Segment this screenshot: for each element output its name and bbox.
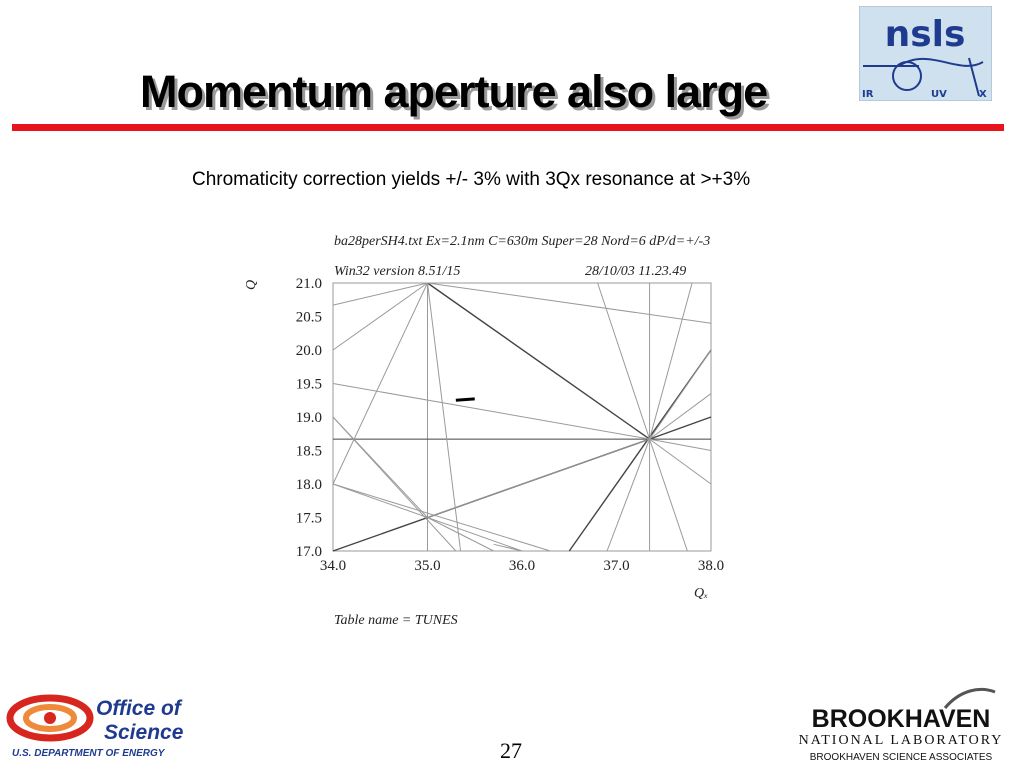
- x-tick-label: 34.0: [319, 558, 347, 574]
- resonance-line: [650, 439, 711, 450]
- y-tick-label: 19.5: [295, 376, 322, 393]
- nsls-x-label: X: [979, 89, 987, 100]
- office-logo-line1: Office of: [96, 697, 181, 720]
- x-tick-label: 37.0: [603, 558, 630, 574]
- x-tick-labels: [320, 558, 724, 574]
- slide-subtitle: Chromaticity correction yields +/- 3% with 3Qx resonance at >+3%: [192, 169, 751, 190]
- resonance-line: [333, 283, 428, 350]
- page-number: 27: [500, 738, 522, 763]
- office-logo-line2: Science: [104, 721, 184, 744]
- y-tick-label: 17.0: [295, 544, 322, 560]
- resonance-line: [333, 283, 428, 305]
- tune-track-mark: [456, 399, 475, 400]
- resonance-line: [333, 384, 650, 440]
- resonance-line: [428, 283, 461, 551]
- x-axis-label: Qₓ: [694, 586, 709, 601]
- resonance-line: [650, 417, 711, 439]
- x-tick-label: 36.0: [508, 558, 536, 574]
- resonance-line: [607, 439, 650, 551]
- resonance-line: [494, 544, 522, 551]
- y-tick-label: 17.5: [295, 510, 322, 527]
- resonance-line: [428, 518, 494, 552]
- office-of-science-logo: [6, 690, 216, 760]
- resonance-line: [598, 283, 650, 439]
- resonance-line: [650, 439, 711, 484]
- resonance-line: [333, 417, 456, 551]
- resonance-line: [650, 439, 688, 551]
- figure-header-line2-right: 28/10/03 11.23.49: [585, 264, 687, 279]
- resonance-line: [650, 283, 693, 439]
- brookhaven-name: BROOKHAVEN: [811, 705, 991, 733]
- x-tick-label: 35.0: [414, 558, 441, 574]
- figure-footer: Table name = TUNES: [334, 613, 458, 628]
- resonance-line: [428, 283, 712, 323]
- resonance-lines: [333, 283, 711, 551]
- y-axis-label: Q: [244, 279, 259, 290]
- resonance-line: [650, 350, 711, 439]
- brookhaven-assoc: BROOKHAVEN SCIENCE ASSOCIATES: [809, 752, 993, 763]
- tune-track: [456, 399, 475, 400]
- y-tick-label: 18.0: [295, 477, 322, 493]
- figure-header-line1: ba28perSH4.txt Ex=2.1nm C=630m Super=28 Nord=6 dP/d=+/-3: [334, 234, 711, 249]
- resonance-line: [333, 484, 550, 551]
- nsls-ir-label: IR: [862, 89, 874, 100]
- y-tick-label: 21.0: [295, 276, 322, 292]
- resonance-line: [428, 283, 650, 439]
- y-tick-label: 18.5: [295, 443, 322, 460]
- slide-title: Momentum aperture also large: [140, 66, 768, 117]
- brookhaven-logo: [795, 686, 1007, 766]
- resonance-line: [428, 439, 650, 517]
- nsls-logo-text: nsls: [884, 14, 966, 55]
- y-tick-labels: [296, 276, 322, 560]
- resonance-line: [333, 283, 428, 484]
- resonance-line: [650, 394, 711, 440]
- y-tick-label: 20.5: [295, 309, 322, 326]
- plot-area: [296, 276, 724, 574]
- y-tick-label: 20.0: [295, 343, 322, 359]
- y-tick-label: 19.0: [295, 410, 322, 426]
- office-logo-line3: U.S. DEPARTMENT OF ENERGY: [12, 748, 165, 759]
- nsls-uv-label: UV: [931, 89, 947, 100]
- x-tick-label: 38.0: [697, 558, 725, 574]
- figure-header-line2-left: Win32 version 8.51/15: [334, 264, 461, 279]
- brookhaven-sub: NATIONAL LABORATORY: [798, 733, 1004, 748]
